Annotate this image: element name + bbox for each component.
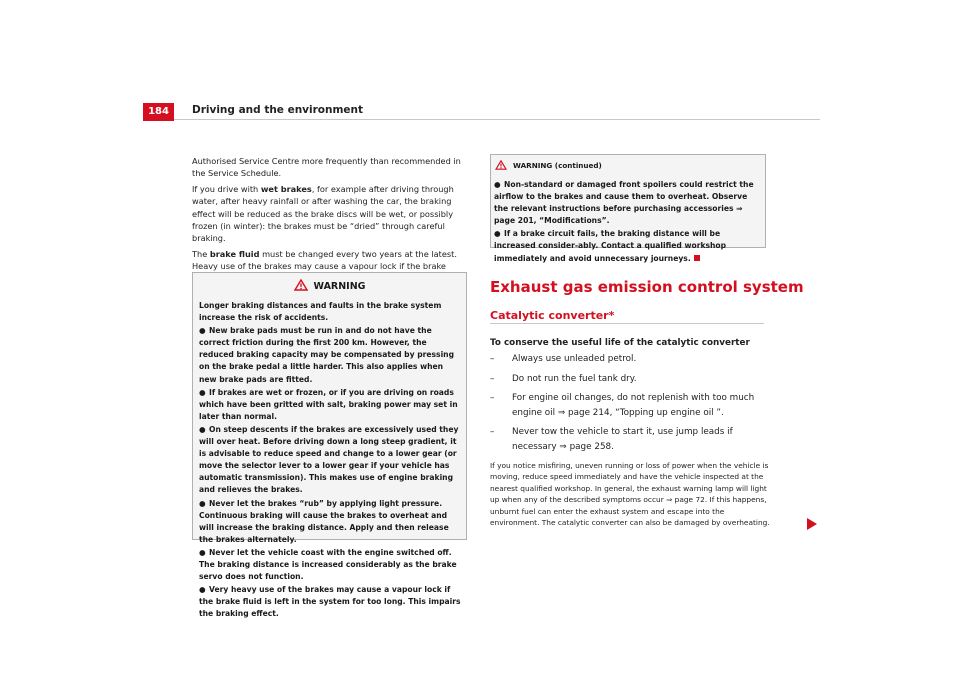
text-span: If you drive with	[192, 183, 261, 194]
section-end-icon	[694, 255, 700, 261]
text-span: must be changed every two years at the latest. Heavy use of the brakes may cause a vapour lock if the brake	[192, 248, 457, 272]
subsection-divider	[490, 323, 764, 324]
paragraph-wet-brakes	[192, 183, 466, 245]
continue-arrow-icon	[806, 516, 818, 535]
emphasis-wet-brakes: wet brakes	[260, 183, 312, 194]
bullet-text: New brake pads must be run in and do not have the correct friction during the first 200 km. However, the reduced braking capacity may be compensated by pressing on the brake pedal a little harder. This also applies when new brake pads are fitted.	[199, 326, 455, 384]
list-item-text: For engine oil changes, do not replenish with too much engine oil ⇒ page 214, “Topping up engine oil ”.	[512, 393, 755, 418]
chapter-title: Driving and the environment	[192, 104, 364, 116]
bullet-text: Very heavy use of the brakes may cause a vapour lock if the brake fluid is left in the system for too long. This impairs the braking effect.	[199, 585, 461, 619]
list-item-text: Always use unleaded petrol.	[512, 354, 637, 364]
warning-bullet	[199, 424, 461, 497]
warning-bullet	[494, 228, 762, 264]
warning-bullet	[199, 498, 461, 546]
dash-marker: –	[490, 354, 495, 364]
warning-intro: Longer braking distances and faults in the brake system increase the risk of accidents.	[199, 301, 442, 323]
warning-header	[193, 279, 466, 293]
list-item	[490, 425, 768, 454]
bullet-icon: ●	[199, 424, 206, 434]
warning-bullet	[199, 325, 461, 385]
warning-continued-title: WARNING (continued)	[513, 161, 602, 170]
bullet-icon: ●	[494, 229, 501, 239]
bullet-text: If brakes are wet or frozen, or if you are driving on roads which have been gritted with salt, braking power may set in later than normal.	[199, 387, 458, 421]
bullet-text: Never let the brakes “rub” by applying light pressure. Continuous braking will cause the brakes to overheat and will increase the braking distance. Apply and then release the brakes alternately.	[199, 498, 449, 544]
list-item-text: Do not run the fuel tank dry.	[512, 373, 637, 384]
dash-marker: –	[490, 427, 495, 438]
page-number: 184	[143, 103, 174, 121]
bullet-icon: ●	[199, 326, 206, 336]
emphasis-brake-fluid: brake fluid	[209, 248, 260, 259]
bullet-text: Non-standard or damaged front spoilers could restrict the airflow to the brakes and cause them to overheat. Observe the relevant instructions before purchasing accessories ⇒ page 201, “Modifications”.	[494, 180, 754, 226]
warning-continued-header	[495, 160, 602, 172]
warning-continued-box	[490, 154, 766, 263]
bullet-text: If a brake circuit fails, the braking distance will be increased consider-ably. Contact a qualified workshop immediately and avoid unnecessary journeys.	[494, 229, 727, 263]
warning-body	[199, 300, 461, 621]
warning-title: WARNING	[313, 281, 366, 292]
list-item	[490, 391, 768, 420]
paragraph-service: Authorised Service Centre more frequently than recommended in the Service Schedule.	[192, 156, 461, 179]
list-item-text: Never tow the vehicle to start it, use jump leads if necessary ⇒ page 258.	[512, 427, 733, 452]
note-paragraph: If you notice misfiring, uneven running or loss of power when the vehicle is moving, reduce speed immediately and have the vehicle inspected at the nearest qualified workshop. In general, the exhaust warning lamp will light up when any of the described symptoms occur ⇒ page 72. If this happens, unburnt fuel can enter the exhaust system and escape into the environment. The catalytic converter can also be damaged by overheating.	[490, 461, 770, 528]
warning-triangle-icon	[294, 279, 308, 291]
bullet-text: Never let the vehicle coast with the engine switched off. The braking distance is increased considerably as the brake servo does not function.	[199, 547, 457, 582]
list-item	[490, 372, 768, 387]
procedure-title: To conserve the useful life of the catalytic converter	[490, 338, 750, 348]
warning-bullet	[199, 584, 461, 620]
bullet-icon: ●	[199, 547, 206, 557]
subsection-title: Catalytic converter*	[490, 309, 615, 322]
bullet-icon: ●	[199, 498, 206, 508]
dash-marker: –	[490, 373, 495, 384]
warning-continued-body	[494, 179, 762, 266]
section-title: Exhaust gas emission control system	[490, 278, 804, 296]
text-span: , for example after driving through water, after heavy rainfall or after washing the car, the braking effect will be reduced as the brake discs will be wet, or possibly frozen (in winter): the brakes must be “dried” through careful braking.	[192, 183, 454, 244]
warning-triangle-icon	[495, 160, 507, 170]
warning-bullet	[199, 387, 461, 423]
header-divider	[174, 119, 820, 120]
warning-bullet	[199, 547, 461, 583]
text-span: The	[192, 248, 210, 259]
dash-marker: –	[490, 393, 495, 404]
warning-bullet	[494, 179, 762, 227]
bullet-icon: ●	[494, 180, 501, 189]
procedure-list	[490, 352, 768, 460]
bullet-icon: ●	[199, 585, 206, 595]
bullet-text: On steep descents if the brakes are excessively used they will over heat. Before driving down a long steep gradient, it is advisable to reduce speed and change to a lower gear (or move the selector lever to a lower gear if your vehicle has automatic transmission). This makes use of engine braking and relieves the brakes.	[199, 424, 459, 495]
bullet-icon: ●	[199, 387, 206, 397]
warning-box	[192, 272, 467, 619]
list-item	[490, 352, 768, 367]
